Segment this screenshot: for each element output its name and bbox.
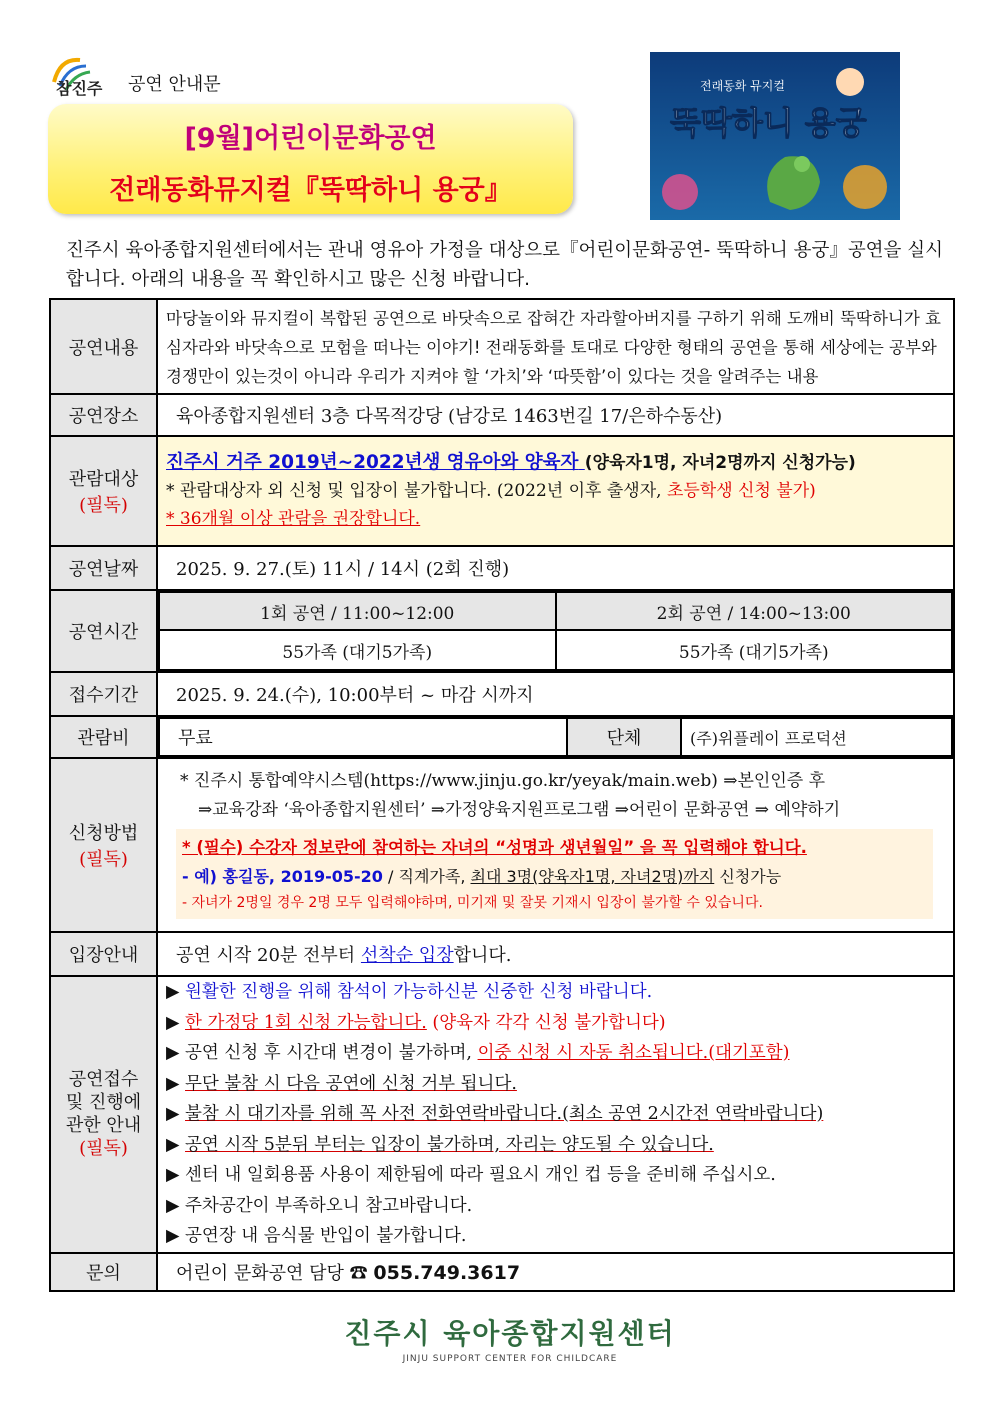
phone-icon: ☎ [349,1262,368,1284]
org-value: (주)위플레이 프로덕션 [681,718,952,756]
apply-example-c: 최대 3명(양육자1명, 자녀2명)까지 [470,867,715,886]
label-venue: 공연장소 [50,394,157,436]
notice-list [157,976,954,1253]
doc-type: 공연 안내문 [128,74,221,95]
contact-cell [157,1253,954,1291]
poster-subtitle: 전래동화 뮤지컬 [700,79,785,93]
notice-item: ▶ 무단 불참 시 다음 공연에 신청 거부 됩니다. [166,1073,517,1094]
row-contact [50,1253,954,1291]
title-line-1: [9월]어린이문화공연 [184,123,437,154]
apply-cell [157,758,954,932]
content-text: 마당놀이와 뮤지컬이 복합된 공연으로 바닷속으로 잡혀간 자라할아버지를 구하기 위해 도깨비 뚝딱하니가 효심자라와 바닷속으로 모험을 떠나는 이야기! 전래동화를 토대로 다양한 형태의 공연을 통해 세상에는 공부와 경쟁만이 있는것이 아니라 우리가 지켜야 할 ‘가치’와 ‘따뜻함’이 있다는 것을 알려주는 내용 [157,299,954,394]
apply-example-d: 신청가능 [719,867,782,886]
label-apply [50,758,157,932]
entry-cell [157,932,954,976]
poster-title: 뚝딱하니 용궁 [670,104,867,142]
apply-required: * (필수) 수강자 정보란에 참여하는 자녀의 “성명과 생년월일” 을 꼭 입력해야 합니다. [182,838,807,857]
row-fee [50,716,954,758]
audience-label: 관람대상 [68,469,139,490]
audience-must: (필독) [79,495,128,516]
apply-line2: ⇒교육강좌 ‘육아종합지원센터’ ⇒가정양육지원프로그램 ⇒어린이 문화공연 ⇒ 예약하기 [198,800,841,820]
apply-line1: * 진주시 통합예약시스템(https://www.jinju.go.kr/yeyak/main.web) ⇒본인인증 후 [180,771,826,791]
row-audience [50,436,954,546]
audience-main-note: (양육자1명, 자녀2명까지 신청가능) [584,453,856,473]
entry-text-b: 선착순 입장 [360,945,454,966]
row-apply [50,758,954,932]
notice-item: ▶ 공연장 내 음식물 반입이 불가합니다. [166,1226,467,1246]
entry-text-c: 합니다. [453,945,512,966]
apply-warning: - 자녀가 2명일 경우 2명 모두 입력해야하며, 미기재 및 잘못 기재시 입장이 불가할 수 있습니다. [182,895,763,911]
title-line-2: 전래동화뮤지컬『뚝딱하니 용궁』 [109,175,512,206]
session2-header: 2회 공연 / 14:00~13:00 [556,592,953,630]
apply-required-box [176,829,933,919]
audience-main [166,452,585,473]
audience-note2: * 36개월 이상 관람을 권장합니다. [166,509,421,529]
org-label: 단체 [567,718,681,756]
label-content: 공연내용 [50,299,157,394]
notice-item: ▶ 주차공간이 부족하오니 참고바랍니다. [166,1195,473,1216]
logo-text: 참진주 [56,79,103,98]
intro-text: 진주시 육아종합지원센터에서는 관내 영유아 가정을 대상으로『어린이문화공연- 뚝딱하니 용궁』공연을 실시합니다. 아래의 내용을 꼭 확인하시고 많은 신청 바랍니다. [66,240,944,290]
info-table [49,298,955,1292]
notice-item: ▶ 불참 시 대기자를 위해 꼭 사전 전화연락바랍니다.(최소 공연 2시간전 연락바랍니다) [166,1104,824,1124]
footer-org-kr: 진주시 육아종합지원센터 [344,1317,676,1350]
label-audience [50,436,157,546]
label-fee: 관람비 [50,716,157,758]
show-poster [650,52,900,220]
row-content [50,299,954,394]
contact-text: 어린이 문화공연 담당 [176,1262,344,1284]
period-text: 2025. 9. 24.(수), 10:00부터 ~ 마감 시까지 [157,672,954,716]
title-banner [48,104,573,214]
label-time: 공연시간 [50,590,157,672]
row-time [50,590,954,672]
apply-example: - 예) 홍길동, 2019-05-20 [182,867,383,886]
center-logo [330,1312,690,1372]
notice-must: (필독) [79,1138,128,1160]
session1-capacity: 55가족 (대기5가족) [159,630,556,670]
audience-main-text: 진주시 거주 2019년~2022년생 영유아와 양육자 [166,452,579,473]
venue-text: 육아종합지원센터 3층 다목적강당 (남강로 1463번길 17/은하수동산) [157,394,954,436]
label-contact: 문의 [50,1253,157,1291]
label-date: 공연날짜 [50,546,157,590]
time-grid [158,591,953,671]
city-logo [46,52,118,98]
audience-cell [157,436,954,546]
audience-note1-red: 초등학생 신청 불가) [666,481,816,501]
label-period: 접수기간 [50,672,157,716]
label-entry: 입장안내 [50,932,157,976]
notice-item: ▶ 공연 신청 후 시간대 변경이 불가하며, 이중 신청 시 자동 취소됩니다.(대기포함) [166,1043,790,1063]
notice-item: ▶ 원활한 진행을 위해 참석이 가능하신분 신중한 신청 바랍니다. [166,982,653,1002]
date-text: 2025. 9. 27.(토) 11시 / 14시 (2회 진행) [157,546,954,590]
apply-must: (필독) [79,849,128,870]
notice-label: 공연접수 및 진행에 관한 안내 [65,1069,142,1137]
audience-note1: * 관람대상자 외 신청 및 입장이 불가합니다. (2022년 이후 출생자, [166,481,662,501]
apply-label: 신청방법 [68,823,139,844]
row-period [50,672,954,716]
row-entry [50,932,954,976]
row-notice [50,976,954,1253]
session1-header: 1회 공연 / 11:00~12:00 [159,592,556,630]
label-notice [50,976,157,1253]
footer-org-en: JINJU SUPPORT CENTER FOR CHILDCARE [402,1354,618,1364]
row-date [50,546,954,590]
contact-phone: 055.749.3617 [373,1261,521,1284]
notice-item: ▶ 공연 시작 5분뒤 부터는 입장이 불가하며, 자리는 양도될 수 있습니다. [166,1134,714,1155]
notice-item: ▶ 센터 내 일회용품 사용이 제한됨에 따라 필요시 개인 컵 등을 준비해 주십시오. [166,1165,776,1185]
entry-text-a: 공연 시작 20분 전부터 [176,945,356,966]
notice-item: ▶ 한 가정당 1회 신청 가능합니다. (양육자 각각 신청 불가합니다) [166,1012,666,1033]
row-venue [50,394,954,436]
apply-example-b: / 직계가족, [388,867,466,886]
session2-capacity: 55가족 (대기5가족) [556,630,953,670]
fee-value: 무료 [159,718,567,756]
